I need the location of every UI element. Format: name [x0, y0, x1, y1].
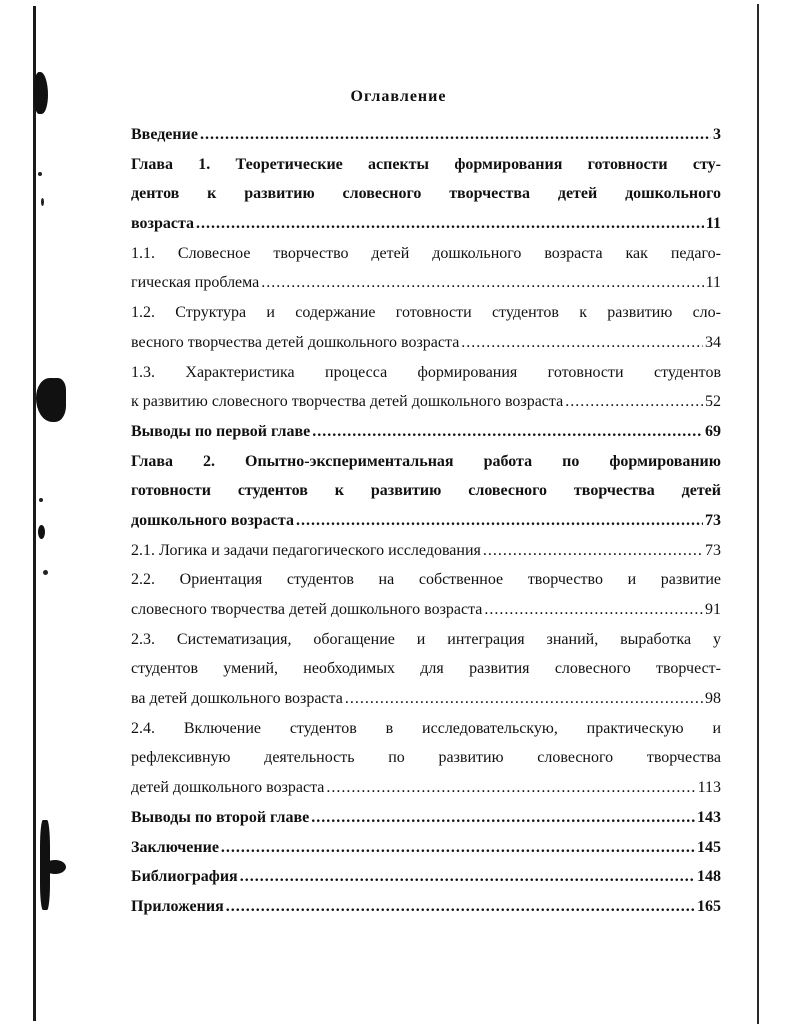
dot-leader [296, 506, 703, 536]
page-number: 91 [705, 601, 721, 618]
toc-entry [131, 833, 721, 863]
scan-blot [38, 525, 45, 539]
toc-entry-title: весного творчества детей дошкольного возраста [131, 333, 460, 351]
toc-entry-title: Выводы по второй главе [131, 808, 310, 826]
page-number: 3 [713, 126, 721, 143]
toc-entry [131, 268, 721, 298]
scan-speck [39, 498, 43, 502]
dot-leader [312, 417, 703, 447]
toc-entry [131, 328, 721, 358]
toc-entry [131, 862, 721, 892]
page-title: Оглавление [350, 88, 447, 105]
toc-entry [131, 120, 721, 150]
toc-entry [131, 536, 721, 566]
scan-blot [36, 378, 66, 422]
toc-entry-line: Глава 1. Теоретические аспекты формирования готовности сту- [131, 155, 721, 173]
toc-entry-line: 2.4. Включение студентов в исследовательскую, практическую и [131, 719, 721, 737]
dot-leader [484, 595, 703, 625]
toc-entry-title: Выводы по первой главе [131, 422, 311, 440]
page-number: 143 [697, 808, 721, 826]
toc-entry [131, 387, 721, 417]
toc-entry-title: дошкольного возраста [131, 511, 294, 529]
page-number: 165 [697, 897, 721, 915]
toc-entry-line: 1.2. Структура и содержание готовности студентов к развитию сло- [131, 304, 721, 322]
toc-entry [131, 417, 721, 447]
dot-leader [221, 833, 695, 863]
toc-entry-title: гическая проблема [131, 274, 260, 292]
toc-entry [131, 773, 721, 803]
dot-leader [226, 892, 695, 922]
toc-entry-title: Заключение [131, 838, 219, 856]
dot-leader [483, 536, 703, 566]
page-number: 52 [705, 393, 721, 411]
toc-entry [131, 892, 721, 922]
toc-entry [131, 595, 721, 625]
dot-leader [196, 209, 704, 239]
toc-entry-line: 1.3. Характеристика процесса формирования готовности студентов [131, 363, 721, 381]
page-number: 73 [705, 541, 721, 559]
toc-entry-title: Введение [131, 126, 198, 143]
toc-entry-title: словесного творчества детей дошкольного возраста [131, 601, 483, 618]
dot-leader [240, 862, 695, 892]
scan-edge-right [757, 4, 759, 1024]
scan-speck [38, 172, 42, 176]
scan-blot [44, 860, 66, 874]
scan-speck [41, 198, 44, 206]
toc-entry-line: Глава 2. Опытно-экспериментальная работа по формированию [131, 452, 721, 470]
toc-entry-line: 2.3. Систематизация, обогащение и интеграция знаний, выработка у [131, 630, 721, 648]
page-number: 98 [705, 690, 721, 708]
page-number: 148 [697, 868, 721, 886]
page-number: 145 [697, 838, 721, 856]
dot-leader [326, 773, 695, 803]
toc-entry-line: дентов к развитию словесного творчества детей дошкольного [131, 185, 721, 203]
toc-entry-line: студентов умений, необходимых для развития словесного творчест- [131, 660, 721, 678]
page-number: 34 [705, 333, 721, 351]
table-of-contents [131, 120, 721, 922]
toc-entry-line: готовности студентов к развитию словесного творчества детей [131, 482, 721, 500]
dot-leader [261, 268, 703, 298]
toc-entry-title: детей дошкольного возраста [131, 779, 325, 797]
toc-entry [131, 803, 721, 833]
toc-entry [131, 209, 721, 239]
toc-entry-title: Приложения [131, 897, 224, 915]
toc-entry-title: возраста [131, 215, 195, 233]
page-number: 11 [705, 274, 721, 292]
page-number: 11 [705, 215, 721, 233]
dot-leader [311, 803, 695, 833]
toc-entry-title: к развитию словесного творчества детей дошкольного возраста [131, 393, 564, 411]
dot-leader [461, 328, 703, 358]
page-number: 113 [697, 779, 721, 797]
toc-entry-line: 1.1. Словесное творчество детей дошкольного возраста как педаго- [131, 244, 721, 262]
toc-entry-line: рефлексивную деятельность по развитию словесного творчества [131, 749, 721, 767]
toc-entry-title: 2.1. Логика и задачи педагогического исследования [131, 541, 481, 559]
dot-leader [345, 684, 703, 714]
toc-entry-line: 2.2. Ориентация студентов на собственное творчество и развитие [131, 571, 721, 589]
page-number: 69 [705, 422, 721, 440]
scan-edge-left [33, 6, 36, 1021]
toc-entry [131, 506, 721, 536]
toc-entry [131, 684, 721, 714]
dot-leader [200, 120, 711, 150]
page-number: 73 [705, 511, 721, 529]
toc-entry-title: Библиография [131, 868, 238, 886]
scan-speck [43, 570, 48, 575]
toc-entry-title: ва детей дошкольного возраста [131, 690, 343, 708]
dot-leader [565, 387, 703, 417]
